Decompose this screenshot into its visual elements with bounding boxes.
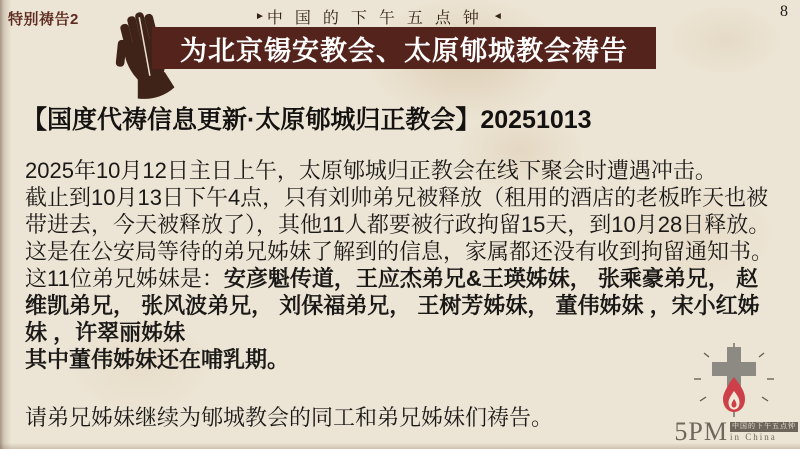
body-line: 截止到10月13日下午4点，只有刘帅弟兄被释放（租用的酒店的老板昨天也被: [25, 185, 769, 210]
left-pointing-arrow-icon: ◄: [492, 11, 503, 22]
banner: [152, 27, 656, 69]
logo-cjk-text: 中国的下午五点钟: [732, 423, 796, 430]
body-line: 带进去，今天被释放了），其他11人都要被行政拘留15天，到10月28日释放。: [25, 212, 771, 237]
body-line: 这11位弟兄姊妹是：安彦魁传道，王应杰弟兄&王瑛姊妹， 张乘豪弟兄， 赵: [25, 266, 758, 291]
logo-5pm-in-china: [670, 341, 798, 445]
flame-icon: [723, 377, 745, 412]
strip-title: [255, 5, 545, 28]
logo-subtext: in China: [730, 432, 777, 442]
corner-label: 特别祷告2: [8, 11, 79, 28]
content-title: 【国度代祷信息更新·太原郇城归正教会】20251013: [22, 106, 592, 134]
closing-line: 请弟兄姊妹继续为郇城教会的同工和弟兄姊妹们祷告。: [25, 405, 554, 430]
logo-wordmark: [670, 417, 798, 446]
logo-acronym: 5PM: [674, 417, 728, 446]
banner-title: 为北京锡安教会、太原郇城教会祷告: [180, 35, 628, 66]
body-line: 其中董伟姊妹还在哺乳期。: [25, 347, 290, 372]
body-line: 妹 ，许翠丽姊妹: [25, 320, 186, 345]
page-number: 8: [780, 3, 788, 20]
body-line: 维凯弟兄， 张风波弟兄， 刘保福弟兄， 王树芳姊妹， 董伟姊妹 ，宋小红姊: [25, 293, 760, 318]
body-line: 这是在公安局等待的弟兄姊妹了解到的信息，家属都还没有收到拘留通知书。: [25, 239, 774, 264]
cross-flame-icon: [684, 341, 784, 419]
strip-title-text: 中国的下午五点钟: [266, 10, 491, 27]
right-pointing-arrow-icon: ►: [255, 11, 265, 22]
body-line: 2025年10月12日主日上午，太原郇城归正教会在线下聚会时遭遇冲击。: [25, 158, 717, 183]
